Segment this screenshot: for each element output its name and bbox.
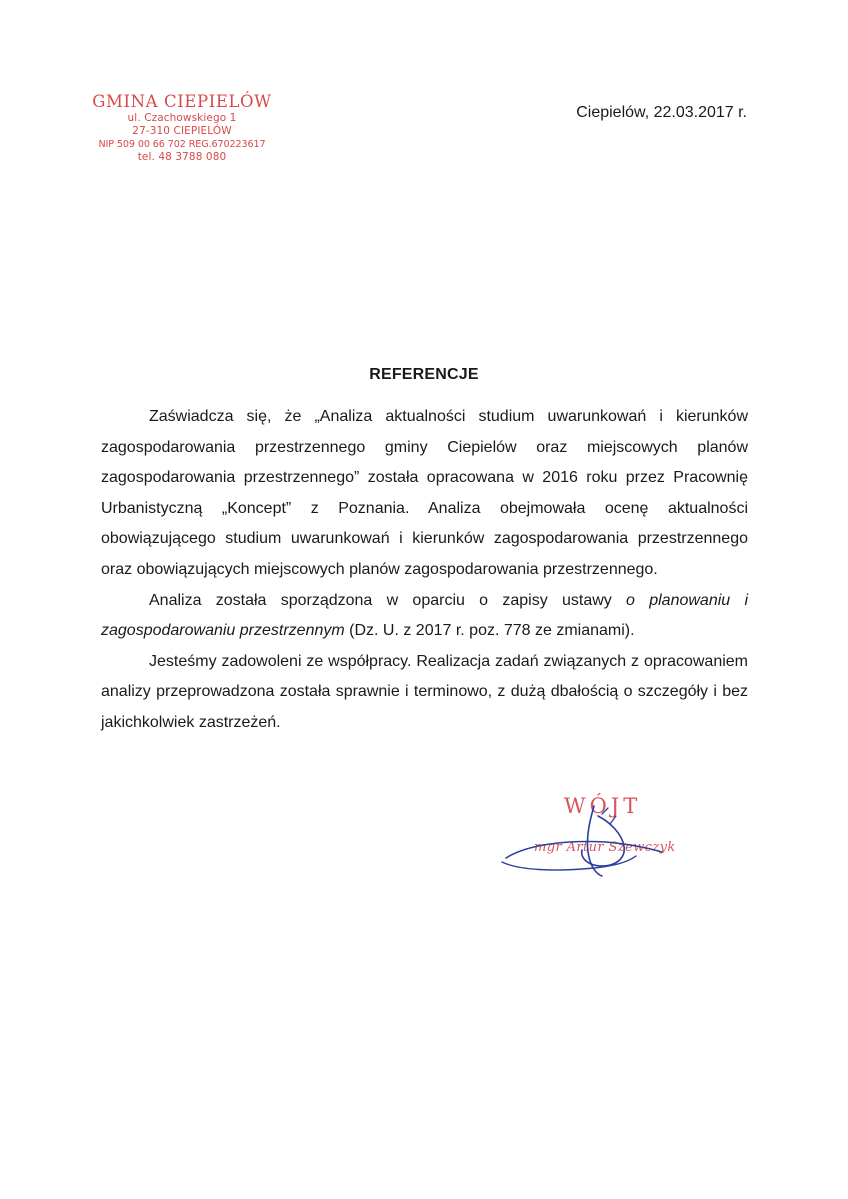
paragraph-2-start: Analiza została sporządzona w oparciu o zapisy ustawy (149, 591, 627, 609)
municipality-stamp (84, 92, 280, 164)
stamp-name: GMINA CIEPIELÓW (92, 92, 272, 111)
paragraph-2-end: (Dz. U. z 2017 r. poz. 778 ze zmianami). (344, 622, 635, 640)
paragraph-1: Zaświadcza się, że „Analiza aktualności studium uwarunkowań i kierunków zagospodarowania przestrzennego gminy Ciepielów oraz miejscowych planów zagospodarowania przestrzennego” została opracowana w 2016 roku przez Pracownię Urbanistyczną „Koncept” z Poznania. Analiza obejmowała ocenę aktualności obowiązującego studium uwarunkowań i kierunków zagospodarowania przestrzennego oraz obowiązujących miejscowych planów zagospodarowania przestrzennego. (101, 408, 748, 578)
statute-title: o planowaniu i zagospodarowaniu przestrzennym (101, 591, 748, 640)
stamp-phone: tel. 48 3788 080 (137, 151, 227, 163)
paragraph-2 (101, 586, 748, 647)
paragraph-3: Jesteśmy zadowoleni ze współpracy. Realizacja zadań związanych z opracowaniem analizy przeprowadzona została sprawnie i terminowo, z dużą dbałością o szczegóły i bez jakichkolwiek zastrzeżeń. (101, 652, 748, 731)
signature-stamp-name: mgr Artur Szewczyk (534, 840, 676, 855)
stamp-street: ul. Czachowskiego 1 (127, 112, 237, 124)
letter-body (101, 402, 748, 739)
letter-date: Ciepielów, 22.03.2017 r. (576, 104, 747, 121)
letter-title: REFERENCJE (369, 366, 479, 383)
signature-stamp-title: WÓJT (564, 794, 642, 818)
handwritten-signature (498, 786, 718, 896)
stamp-ids: NIP 509 00 66 702 REG.670223617 (98, 139, 266, 150)
signature-block (498, 786, 718, 896)
stamp-city: 27-310 CIEPIELÓW (132, 125, 232, 137)
